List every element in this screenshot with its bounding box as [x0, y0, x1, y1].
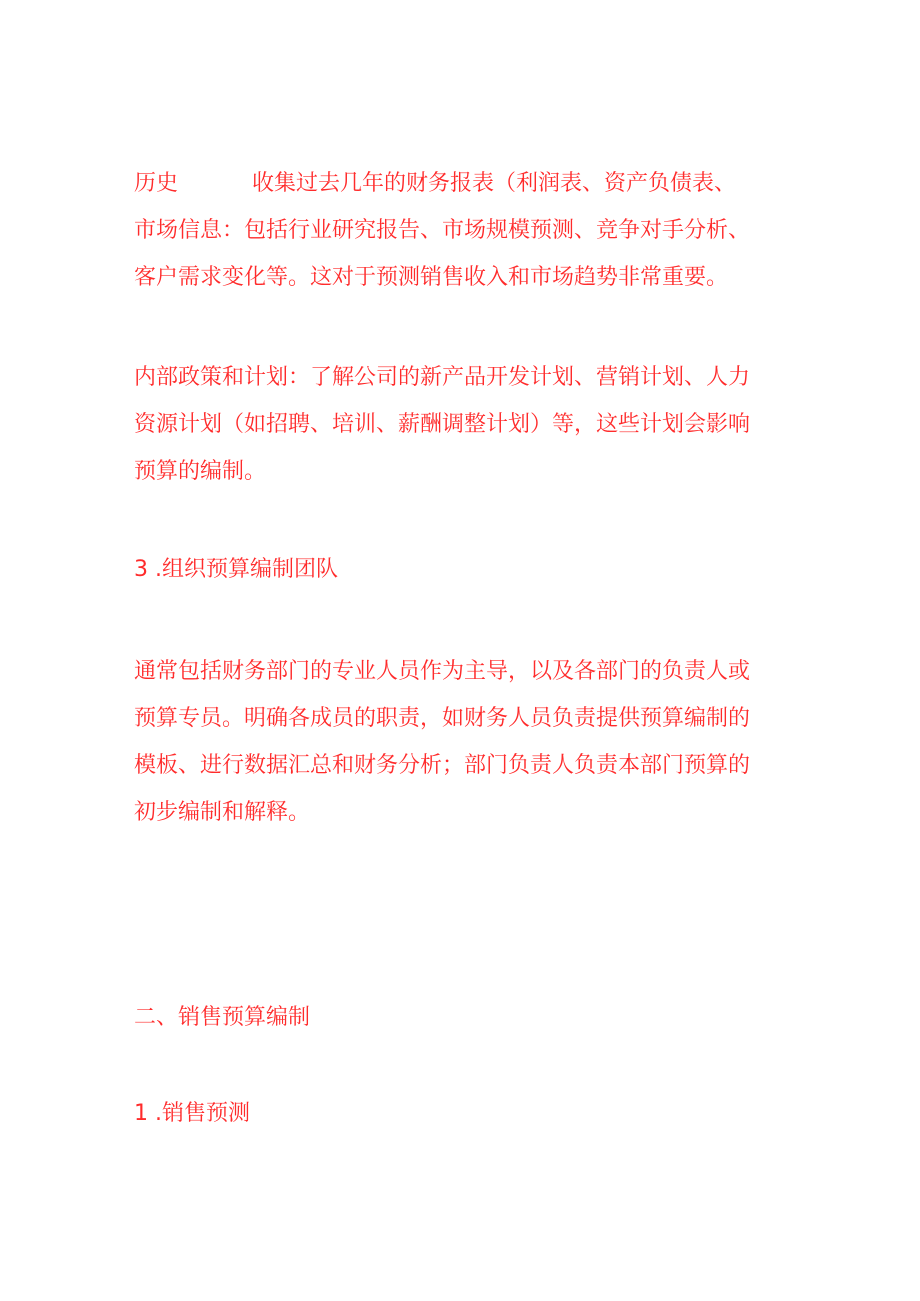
heading-organize-team — [134, 546, 794, 593]
section-heading-sales-budget — [134, 994, 794, 1041]
heading-text: 1 .销售预测 — [134, 1101, 250, 1126]
paragraph-team-description — [134, 648, 794, 836]
history-text: 收集过去几年的财务报表（利润表、资产负债表、 — [252, 171, 737, 196]
paragraph-line: 预算的编制。 — [134, 459, 267, 484]
paragraph-line: 市场信息：包括行业研究报告、市场规模预测、竞争对手分析、 — [134, 218, 751, 243]
paragraph-line: 客户需求变化等。这对于预测销售收入和市场趋势非常重要。 — [134, 265, 729, 290]
paragraph-line — [134, 160, 794, 207]
subheading-sales-forecast — [134, 1090, 794, 1137]
paragraph-line: 通常包括财务部门的专业人员作为主导，以及各部门的负责人或 — [134, 659, 751, 684]
heading-text: 3 .组织预算编制团队 — [134, 557, 338, 582]
paragraph-line: 模板、进行数据汇总和财务分析；部门负责人负责本部门预算的 — [134, 753, 751, 778]
paragraph-line: 初步编制和解释。 — [134, 800, 311, 825]
history-label: 历史 — [134, 171, 179, 196]
paragraph-historical-and-market-info — [134, 160, 794, 301]
paragraph-internal-policy — [134, 354, 794, 495]
heading-text: 二、销售预算编制 — [134, 1005, 311, 1030]
paragraph-line: 内部政策和计划：了解公司的新产品开发计划、营销计划、人力 — [134, 365, 751, 390]
paragraph-line: 预算专员。明确各成员的职责，如财务人员负责提供预算编制的 — [134, 706, 751, 731]
paragraph-line: 资源计划（如招聘、培训、薪酬调整计划）等，这些计划会影响 — [134, 412, 751, 437]
